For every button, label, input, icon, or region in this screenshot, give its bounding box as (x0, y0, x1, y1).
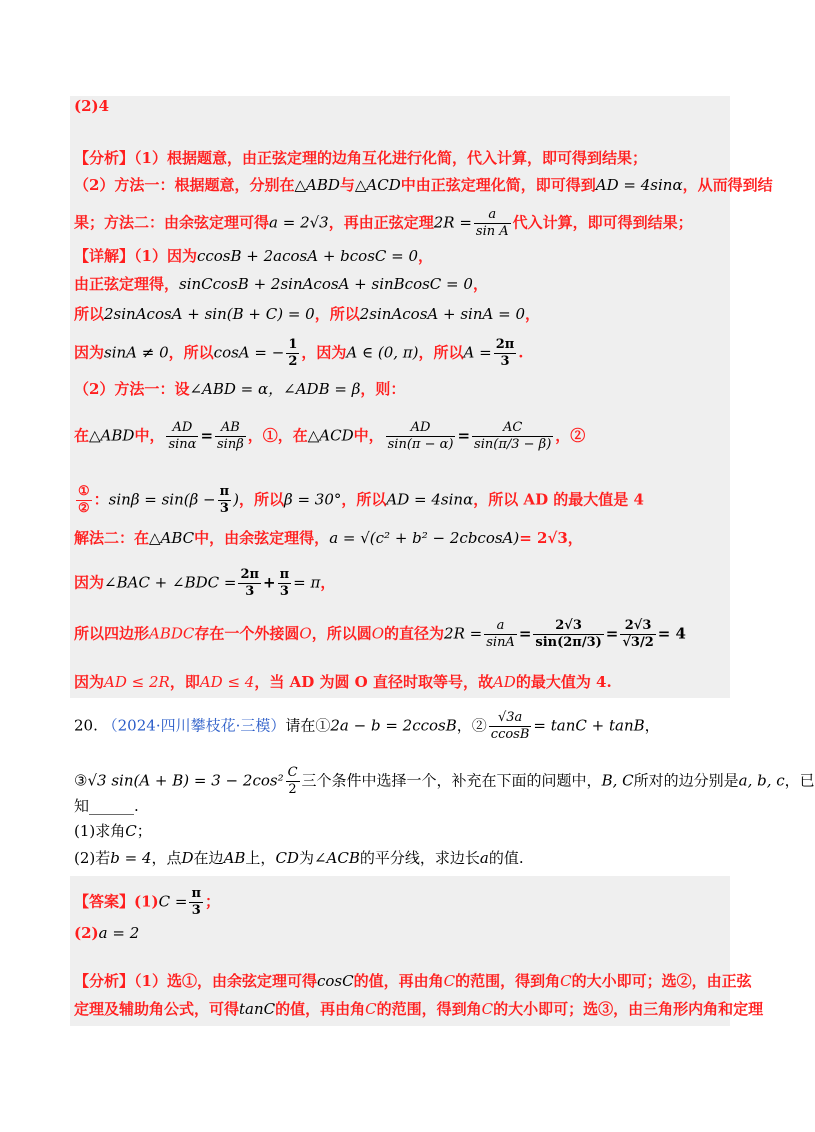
text: ， (472, 275, 488, 293)
text: ，所以 (314, 305, 360, 323)
denominator: sinβ (217, 437, 244, 452)
text: ，所以 (341, 490, 387, 509)
text: 【分析】（1）根据题意，由正弦定理的边角互化进行化简，代入计算，即可得到结果； (74, 149, 647, 167)
text: 的平分线，求边长 (359, 849, 480, 867)
math: △ABD (294, 176, 340, 194)
math: △ABD (89, 426, 135, 445)
problem-number: 20. (74, 716, 98, 735)
numerator: a (484, 618, 517, 635)
numerator: ① (78, 484, 90, 499)
text: ； (204, 892, 220, 911)
text: 存在一个外接圆 (194, 624, 300, 643)
denominator: sin(2π/3) (535, 635, 602, 650)
text: 在边 (193, 849, 224, 867)
problem-source: （2024·四川攀枝花·三模） (102, 716, 286, 735)
denominator: 3 (219, 501, 229, 516)
numerator: a (474, 207, 511, 224)
fraction (489, 710, 532, 743)
denominator: 3 (191, 903, 201, 918)
text: ，② (555, 426, 586, 445)
numerator: AB (215, 420, 246, 437)
text: 果；方法二：由余弦定理可得 (74, 213, 270, 232)
math: 2R = (444, 624, 483, 643)
denominator: 3 (245, 584, 255, 599)
method2-line-1 (74, 527, 732, 549)
numerator: π (219, 484, 230, 499)
text: ，再由正弦定理 (328, 213, 434, 232)
denominator: sin(π/3 − β) (474, 437, 552, 452)
answer-line-1 (74, 886, 732, 919)
method1-line-3 (74, 484, 732, 517)
math: b = 4 (110, 849, 152, 867)
fraction (472, 420, 553, 453)
numerator: 1 (288, 337, 298, 352)
text: 中由正弦定理化简，即可得到 (400, 176, 596, 194)
text: 知______. (74, 797, 139, 815)
text: ， (418, 247, 434, 265)
math: a, b, c (738, 771, 785, 790)
method1-line-1 (74, 378, 732, 400)
detail-line-3 (74, 303, 732, 325)
text: 所以四边形 (74, 624, 150, 643)
denominator: 2 (288, 782, 297, 797)
text: 的值，再由角 (353, 972, 444, 990)
math: C (560, 972, 572, 990)
math: sinA ≠ 0 (104, 343, 169, 362)
numerator: AC (472, 420, 553, 437)
fraction (386, 420, 456, 453)
text: (2)4 (74, 97, 110, 115)
math: AD = 4sinα (595, 176, 683, 194)
method2-line-4 (74, 671, 732, 693)
text: ，因为 (301, 343, 347, 362)
analysis-line-2 (74, 174, 773, 196)
text: = 2√3 (519, 529, 568, 547)
text: 的值. (488, 849, 524, 867)
math: a = 2√3 (269, 213, 329, 232)
numerator: 2π (240, 567, 260, 582)
text: 【分析】（1）选①，由余弦定理可得 (74, 972, 317, 990)
math: ABDC (149, 624, 195, 643)
text: ， (644, 716, 660, 735)
text: ； (136, 822, 152, 840)
math: △ABC (149, 529, 195, 547)
math: A ∈ (0, π) (346, 343, 419, 362)
fraction (278, 567, 292, 600)
problem-line-2 (74, 765, 815, 798)
math: AD = 4sinα (386, 490, 474, 509)
text: ，即 (169, 673, 200, 691)
math: C (125, 822, 137, 840)
text: 因为 (74, 673, 105, 691)
text: （2）方法一：设 (74, 380, 190, 398)
analysis-line-3 (74, 207, 732, 240)
text: 代入计算，即可得到结果； (512, 213, 693, 232)
text: 的值，再由角 (275, 1000, 366, 1018)
math: B, C (601, 771, 634, 790)
problem-line-1 (74, 710, 732, 743)
denominator: 2 (288, 354, 298, 369)
math: O (371, 624, 385, 643)
text: 在 (74, 426, 90, 445)
text: 【答案】(1) (74, 892, 159, 911)
math: cosC (316, 972, 354, 990)
fraction (76, 484, 92, 517)
text: ， (320, 573, 336, 592)
result: = 4 (657, 624, 686, 643)
numerator: AD (386, 420, 456, 437)
text: ③ (74, 771, 88, 790)
fraction (218, 484, 232, 517)
text: ，已 (784, 771, 815, 790)
math: C (443, 972, 456, 990)
math: 2a − b = 2ccosB (330, 716, 457, 735)
denominator: ccosB (490, 727, 530, 742)
text: ，当 AD 为圆 O 直径时取等号，故 (254, 673, 493, 691)
text: 解法二：在 (74, 529, 150, 547)
denominator: 3 (500, 354, 510, 369)
math: AB (223, 849, 246, 867)
text: 因为 (74, 343, 105, 362)
text: 所以 (74, 305, 105, 323)
text: 为 (298, 849, 314, 867)
fraction (189, 886, 203, 919)
text: ，所以 AD 的最大值是 4 (473, 490, 644, 509)
math: 2sinAcosA + sin(B + C) = 0 (104, 305, 315, 323)
text: ， (524, 305, 540, 323)
denominator: sinα (168, 437, 197, 452)
detail-line-1 (74, 245, 732, 267)
analysis-line-1 (74, 147, 732, 169)
math: C = (158, 892, 188, 911)
text: 中，由余弦定理得， (194, 529, 330, 547)
equals: = (457, 426, 471, 445)
math: ccosB + 2acosA + bcosC = 0 (196, 247, 419, 265)
math: ∠ACB (313, 849, 360, 867)
math: C (481, 1000, 494, 1018)
text: (1)求角 (74, 822, 126, 840)
fraction (286, 337, 299, 370)
problem-question-1 (74, 820, 732, 842)
text: ， (567, 529, 583, 547)
text: ，①，在 (247, 426, 308, 445)
text: 所对的边分别是 (633, 771, 739, 790)
math: C (365, 1000, 377, 1018)
text: 请在① (285, 716, 331, 735)
text: 的大小即可；选②，由正弦 (571, 972, 752, 990)
text: ，点 (151, 849, 182, 867)
method1-line-2 (74, 420, 732, 453)
text: 由正弦定理得， (74, 275, 180, 293)
text: . (518, 343, 524, 362)
numerator: 2√3 (533, 618, 603, 635)
fraction (286, 765, 300, 798)
math: a = 2 (98, 924, 140, 942)
text: ，所以 (168, 343, 214, 362)
analysis2-line-2 (74, 998, 764, 1020)
math: 2R = (433, 213, 472, 232)
math: O (299, 624, 312, 643)
text: 三个条件中选择一个，补充在下面的问题中， (301, 771, 602, 790)
detail-line-4 (74, 337, 732, 370)
answer-line-2 (74, 922, 732, 944)
fraction (474, 207, 511, 240)
fraction (620, 618, 655, 651)
math: 2sinAcosA + sinA = 0 (359, 305, 525, 323)
text: ，所以圆 (311, 624, 372, 643)
plus: + (263, 573, 276, 592)
math: AD ≤ 4 (199, 673, 255, 691)
math: sinCcosB + 2sinAcosA + sinBcosC = 0 (179, 275, 473, 293)
text: ，则： (360, 380, 406, 398)
math: a (479, 849, 489, 867)
math: cosA = − (213, 343, 285, 362)
math: △ACD (307, 426, 354, 445)
text: 中， (134, 426, 165, 445)
text: 的大小即可；选③，由三角形内角和定理 (493, 1000, 764, 1018)
math: △ACD (354, 176, 401, 194)
text: 的范围，得到角 (455, 972, 561, 990)
equals: = (200, 426, 214, 445)
fraction (166, 420, 198, 453)
numerator: π (279, 567, 290, 582)
problem-question-2 (74, 847, 732, 869)
math: ∠ABD = α，∠ADB = β (189, 380, 361, 398)
denominator: sin(π − α) (387, 437, 454, 452)
math: = π (293, 573, 321, 592)
analysis2-line-1 (74, 970, 752, 992)
numerator: 2√3 (620, 618, 655, 635)
text: ： (93, 490, 109, 509)
math: A = (463, 343, 492, 362)
math: β = 30° (284, 490, 342, 509)
fraction (494, 337, 517, 370)
text: (2) (74, 924, 99, 942)
math: CD (275, 849, 299, 867)
fraction (484, 618, 517, 651)
denominator: 3 (279, 584, 289, 599)
math: sinβ = sin(β − (108, 490, 216, 509)
numerator: 2π (495, 337, 515, 352)
fraction (215, 420, 246, 453)
numerator: C (287, 765, 298, 780)
fraction (238, 567, 261, 600)
math: D (181, 849, 194, 867)
text: ，所以 (239, 490, 285, 509)
text: ，所以 (418, 343, 464, 362)
text: 与 (339, 176, 355, 194)
math: AD (492, 673, 516, 691)
text: ，② (456, 716, 487, 735)
denominator: ② (78, 501, 90, 516)
numerator: π (191, 886, 201, 901)
math: √3 sin(A + B) = 3 − 2cos² (87, 771, 284, 790)
text: ，从而得到结 (682, 176, 773, 194)
text: （2）方法一：根据题意，分别在 (74, 176, 295, 194)
text: 上， (245, 849, 276, 867)
numerator: AD (166, 420, 198, 437)
math: a = √(c² + b² − 2cbcosA) (329, 529, 520, 547)
math: = tanC + tanB (533, 716, 645, 735)
fraction (533, 618, 603, 651)
math: ) (233, 490, 239, 509)
text: 的范围，得到角 (376, 1000, 482, 1018)
text: 因为 (74, 573, 105, 592)
text: (2)若 (74, 849, 111, 867)
method2-line-3: 所以四边形ABDC存在一个外接圆O，所以圆O的直径为2R = $\frac{a}{\sin A}$ = $\frac{2√3}{\sin(2\pi/3)}$ = $\frac{2√3}{√3/2}$ = 4 (74, 618, 686, 650)
method2-line-2 (74, 567, 732, 600)
denominator: sin A (475, 224, 509, 239)
math: ∠BAC + ∠BDC = (104, 573, 237, 592)
text: 的直径为 (384, 624, 445, 643)
text: 中， (353, 426, 384, 445)
problem-line-3 (74, 795, 732, 817)
numerator: √3a (489, 710, 532, 727)
denominator: √3/2 (622, 635, 654, 650)
detail-line-2 (74, 273, 732, 295)
math: tanC (239, 1000, 276, 1018)
text: 定理及辅助角公式，可得 (74, 1000, 240, 1018)
text: 的最大值为 4. (515, 673, 612, 691)
text: 【详解】（1）因为 (74, 247, 197, 265)
answer-part2 (74, 95, 732, 117)
denominator: sinA (486, 635, 515, 650)
math: AD ≤ 2R (104, 673, 170, 691)
